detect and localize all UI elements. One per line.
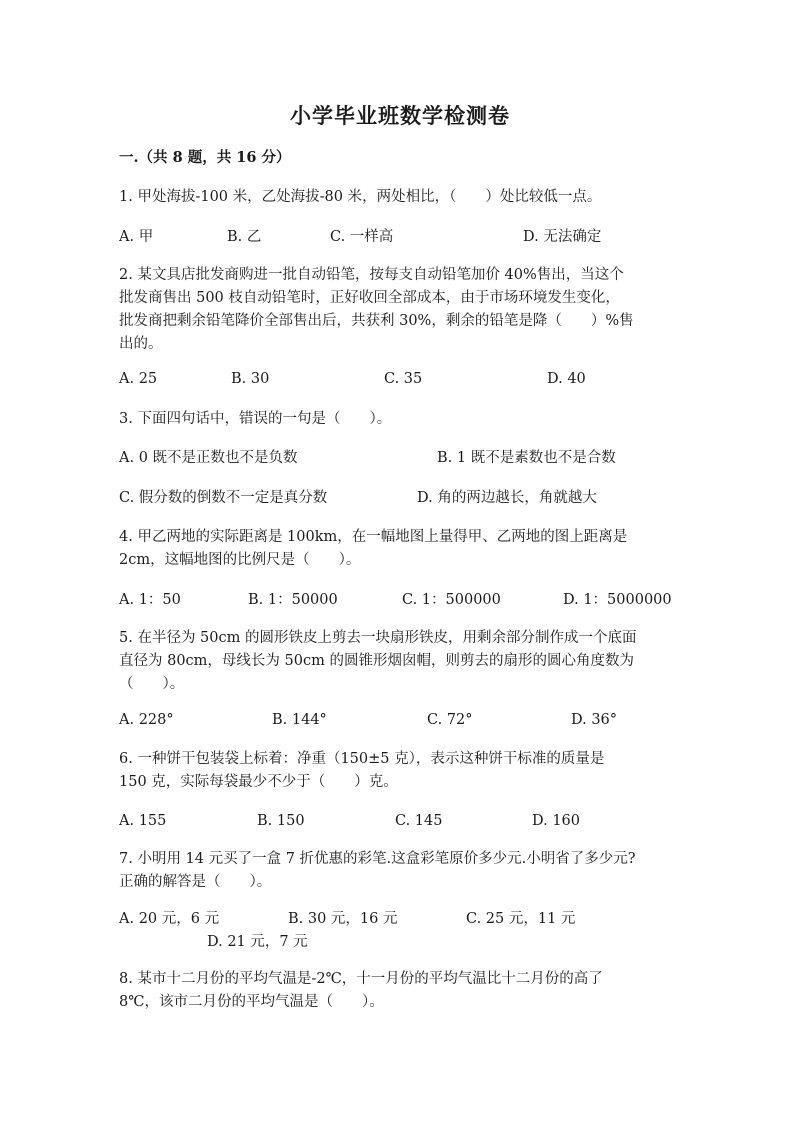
question-8-line-1: 8. 某市十二月份的平均气温是-2℃，十一月份的平均气温比十二月份的高了 xyxy=(119,971,603,987)
question-6-line-1: 6. 一种饼干包装袋上标着：净重（150±5 克），表示这种饼干标准的质量是 xyxy=(119,751,605,767)
question-7-line-2: 正确的解答是（ ）。 xyxy=(119,874,272,890)
question-5-option-a: A. 228° xyxy=(119,712,174,728)
question-1-line-1: 1. 甲处海拔-100 米，乙处海拔-80 米，两处相比，（ ）处比较低一点。 xyxy=(119,189,602,205)
question-1-option-b: B. 乙 xyxy=(227,229,262,245)
question-5-line-2: 直径为 80cm，母线长为 50cm 的圆锥形烟囱帽，则剪去的扇形的圆心角度数为 xyxy=(119,653,634,669)
question-5-option-d: D. 36° xyxy=(571,712,618,728)
question-7-option-b: B. 30 元，16 元 xyxy=(288,911,398,927)
question-6-line-2: 150 克，实际每袋最少不少于（ ）克。 xyxy=(119,774,398,790)
question-1-option-c: C. 一样高 xyxy=(330,229,394,245)
page-title: 小学毕业班数学检测卷 xyxy=(290,103,510,128)
question-7-option-a: A. 20 元，6 元 xyxy=(119,911,220,927)
question-1-option-d: D. 无法确定 xyxy=(523,229,602,245)
question-2-option-c: C. 35 xyxy=(384,371,423,387)
question-2-option-a: A. 25 xyxy=(119,371,158,387)
question-5-option-b: B. 144° xyxy=(272,712,327,728)
question-5-line-1: 5. 在半径为 50cm 的圆形铁皮上剪去一块扇形铁皮，用剩余部分制作成一个底面 xyxy=(119,630,637,646)
question-4-option-b: B. 1：50000 xyxy=(248,592,338,608)
question-3-option-c: C. 假分数的倒数不一定是真分数 xyxy=(119,490,328,506)
question-6-option-b: B. 150 xyxy=(257,813,305,829)
question-6-option-d: D. 160 xyxy=(532,813,581,829)
question-8-line-2: 8℃，该市二月份的平均气温是（ ）。 xyxy=(119,994,384,1010)
question-2-option-b: B. 30 xyxy=(231,371,270,387)
question-7-option-d: D. 21 元，7 元 xyxy=(207,934,308,950)
question-4-line-2: 2cm，这幅地图的比例尺是（ ）。 xyxy=(119,552,361,568)
section-heading: 一.（共 8 题，共 16 分） xyxy=(119,149,291,166)
question-3-option-a: A. 0 既不是正数也不是负数 xyxy=(119,450,298,466)
question-4-option-c: C. 1：500000 xyxy=(402,592,501,608)
question-6-option-a: A. 155 xyxy=(119,813,167,829)
question-4-option-d: D. 1：5000000 xyxy=(563,592,672,608)
question-2-line-1: 2. 某文具店批发商购进一批自动铅笔，按每支自动铅笔加价 40%售出，当这个 xyxy=(119,267,624,283)
question-7-option-c: C. 25 元，11 元 xyxy=(466,911,576,927)
question-3-line-1: 3. 下面四句话中，错误的一句是（ ）。 xyxy=(119,411,392,427)
question-3-option-b: B. 1 既不是素数也不是合数 xyxy=(437,450,616,466)
question-7-line-1: 7. 小明用 14 元买了一盒 7 折优惠的彩笔.这盒彩笔原价多少元.小明省了多少元? xyxy=(119,851,636,867)
question-3-option-d: D. 角的两边越长，角就越大 xyxy=(417,490,597,506)
question-2-line-2: 批发商售出 500 枝自动铅笔时，正好收回全部成本，由于市场环境发生变化， xyxy=(119,290,620,306)
question-4-option-a: A. 1：50 xyxy=(119,592,181,608)
question-2-line-4: 出的。 xyxy=(119,336,163,352)
question-2-line-3: 批发商把剩余铅笔降价全部售出后，共获利 30%，剩余的铅笔是降（ ）%售 xyxy=(119,313,634,329)
question-5-option-c: C. 72° xyxy=(427,712,473,728)
question-4-line-1: 4. 甲乙两地的实际距离是 100km，在一幅地图上量得甲、乙两地的图上距离是 xyxy=(119,529,628,545)
question-6-option-c: C. 145 xyxy=(395,813,443,829)
question-1-option-a: A. 甲 xyxy=(119,229,154,245)
question-2-option-d: D. 40 xyxy=(547,371,586,387)
question-5-line-3: （ ）。 xyxy=(119,676,185,692)
